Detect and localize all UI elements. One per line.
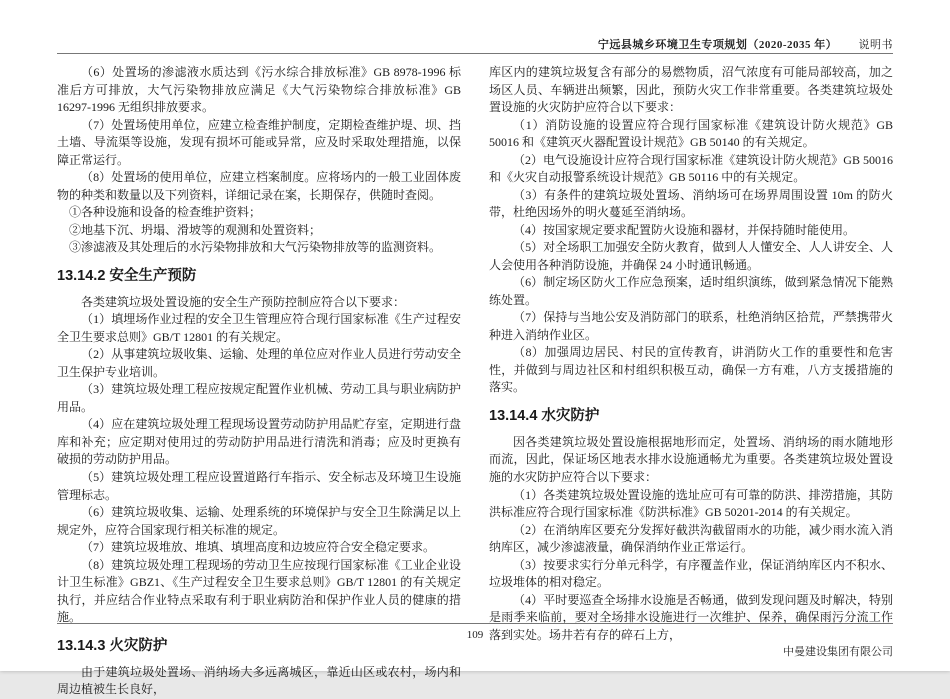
paragraph: （3）建筑垃圾处理工程应按规定配置作业机械、劳动工具与职业病防护用品。 <box>57 382 461 414</box>
paragraph: （1）填埋场作业过程的安全卫生管理应符合现行国家标准《生产过程安全卫生要求总则》GB/T 12801 的有关规定。 <box>57 312 461 344</box>
paragraph: ②地基下沉、坍塌、滑坡等的观测和处置资料； <box>69 222 322 237</box>
paragraph: （6）建筑垃圾收集、运输、处理系统的环境保护与安全卫生除满足以上规定外，应符合国家现行相关标准的规定。 <box>57 505 461 537</box>
paragraph: （1）各类建筑垃圾处置设施的选址应可有可靠的防洪、排涝措施，其防洪标准应符合现行国家标准《防洪标准》GB 50201-2014 的有关规定。 <box>489 487 893 520</box>
paragraph: （8）加强周边居民、村民的宣传教育，讲消防火工作的重要性和危害性，并做到与周边社区和村组织积极互动，确保一方有难，八方支援措施的落实。 <box>489 345 893 395</box>
paragraph: （7）处置场使用单位，应建立检查维护制度，定期检查维护堤、坝、挡土墙、导流渠等设施，发现有损坏可能或异常，应及时采取处理措施，以保障正常运行。 <box>57 117 461 167</box>
paragraph: （1）消防设施的设置应符合现行国家标准《建筑设计防火规范》GB 50016 和《建筑灭火器配置设计规范》GB 50140 的有关规定。 <box>489 117 893 150</box>
paragraph: （5）对全场职工加强安全防火教育，做到人人懂安全、人人讲安全、人人会使用各种消防设施，并确保 24 小时通讯畅通。 <box>489 240 893 272</box>
paragraph: （5）建筑垃圾处理工程应设置道路行车指示、安全标志及环境卫生设施管理标志。 <box>57 469 461 502</box>
document-title: 宁远县城乡环境卫生专项规划（2020-2035 年） <box>597 39 838 51</box>
paragraph: （2）在消纳库区要充分发挥好截洪沟截留雨水的功能，减少雨水流入消纳库区，减少渗滤液量，确保消纳作业正常运行。 <box>489 522 893 555</box>
page-header <box>57 36 893 52</box>
right-column <box>489 64 893 642</box>
paragraph: （8）处置场的使用单位，应建立档案制度。应将场内的一般工业固体废物的种类和数量以及下列资料，详细记录在案，长期保存，供随时查阅。 <box>57 170 461 202</box>
footer-divider <box>57 623 893 624</box>
paragraph: （7）保持与当地公安及消防部门的联系，杜绝消纳区拾荒，严禁携带火种进入消纳作业区。 <box>489 310 893 342</box>
section-heading: 13.14.4 水灾防护 <box>489 407 600 424</box>
paragraph: ①各种设施和设备的检查维护资料； <box>69 205 262 220</box>
company-name: 中曼建设集团有限公司 <box>783 646 893 658</box>
paragraph: 因各类建筑垃圾处置设施根据地形而定，处置场、消纳场的雨水随地形而流，因此，保证场区地表水排水设施通畅尤为重要。各类建筑垃圾处置设施的水灾防护应符合以下要求： <box>489 434 893 484</box>
paragraph: （4）按国家规定要求配置防火设施和器材，并保持随时能使用。 <box>513 222 856 237</box>
paragraph: 由于建筑垃圾处置场、消纳场大多远离城区，靠近山区或农村，场内和周边植被生长良好， <box>57 664 461 697</box>
paragraph: （3）按要求实行分单元科学，有序覆盖作业，保证消纳库区内不积水、垃圾堆体的相对稳定。 <box>489 557 893 590</box>
document-subtitle: 说明书 <box>858 39 893 51</box>
page-number: 109 <box>466 629 484 641</box>
header-divider <box>57 53 893 54</box>
paragraph: （2）电气设施设计应符合现行国家标准《建筑设计防火规范》GB 50016 和《火灾自动报警系统设计规范》GB 50116 中的有关规定。 <box>489 152 893 185</box>
paragraph: （7）建筑垃圾堆放、堆填、填埋高度和边坡应符合安全稳定要求。 <box>81 540 436 555</box>
section-heading: 13.14.2 安全生产预防 <box>57 267 197 284</box>
left-column <box>57 64 461 697</box>
paragraph: （4）应在建筑垃圾处理工程现场设置劳动防护用品贮存室，定期进行盘库和补充；应定期对使用过的劳动防护用品进行清洗和消毒；应及时更换有破损的劳动防护用品。 <box>57 417 461 467</box>
paragraph: （3）有条件的建筑垃圾处置场、消纳场可在场界周围设置 10m 的防火带，杜绝因场外的明火蔓延至消纳场。 <box>489 187 893 220</box>
paragraph: ③渗滤液及其处理后的水污染物排放和大气污染物排放等的监测资料。 <box>69 240 442 255</box>
paragraph: （6）处置场的渗滤液水质达到《污水综合排放标准》GB 8978-1996 标准后方可排放，大气污染物排放应满足《大气污染物综合排放标准》GB 16297-1996 无组织排放要求。 <box>57 65 461 115</box>
paragraph: （8）建筑垃圾处理工程现场的劳动卫生应按现行国家标准《工业企业设计卫生标准》GBZ1、《生产过程安全卫生要求总则》GB/T 12801 的有关规定执行，并应结合作业特点采取有利于职业病防治和保护作业人员的健康的措施。 <box>57 557 461 625</box>
paragraph: 各类建筑垃圾处置设施的安全生产预防控制应符合以下要求： <box>81 294 406 309</box>
paragraph: 库区内的建筑垃圾复含有部分的易燃物质，沼气浓度有可能局部较高，加之场区人员、车辆进出频繁，因此，预防火灾工作非常重要。各类建筑垃圾处置设施的火灾防护应符合以下要求： <box>489 65 893 115</box>
paragraph: （4）平时要巡查全场排水设施是否畅通，做到发现问题及时解决，特别是雨季来临前，要对全场排水设施进行一次维护、保养，确保雨污分流工作落到实处。场井若有存的碎石上方， <box>489 592 893 642</box>
paragraph: （6）制定场区防火工作应急预案，适时组织演练，做到紧急情况下能熟练处置。 <box>489 275 893 307</box>
section-heading: 13.14.3 火灾防护 <box>57 637 168 654</box>
paragraph: （2）从事建筑垃圾收集、运输、处理的单位应对作业人员进行劳动安全卫生保护专业培训。 <box>57 347 461 379</box>
